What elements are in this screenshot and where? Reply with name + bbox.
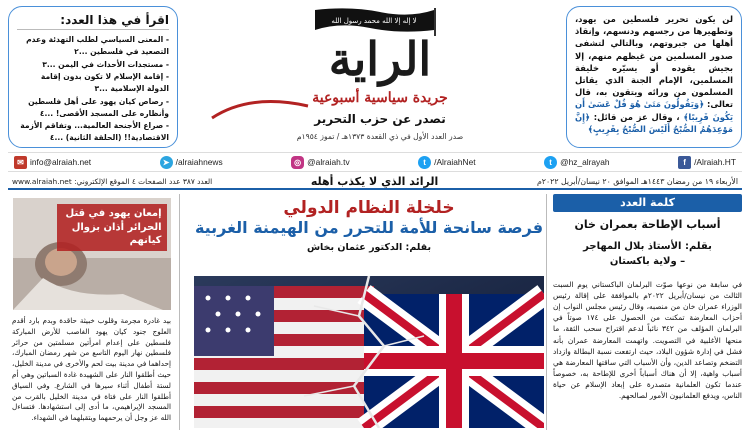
editorial-section-label: كلمة العدد <box>553 194 742 212</box>
toc-item[interactable]: - صراع الأجنحة العالمية... وتفاقم الأزمة الاقتصادية!! (الحلقة الثانية) ...٤ <box>20 121 169 143</box>
facebook-icon: f <box>678 156 691 169</box>
main-story <box>190 194 548 430</box>
instagram-icon: ◎ <box>291 156 304 169</box>
quote-box <box>566 6 742 148</box>
toc-box <box>8 6 178 148</box>
left-story <box>8 194 180 430</box>
social-label: /Alraiah.HT <box>694 157 736 167</box>
editorial-column <box>546 194 742 430</box>
social-label: /alraiahnews <box>175 157 223 167</box>
toc-title: اقرأ في هذا العدد: <box>17 13 169 30</box>
editorial-body: في سابقة من نوعها صوّت البرلمان الباكستاني يوم السبت الثالث من نيسان/أبريل ٢٠٢٢م بالموافقة على إقالة رئيس الوزراء عمران خان من منصبه، وقال رئيس مجلس النواب إن أحزاب المعارضة تمكنت من الحصول على ١٧٤ صوتاً في البرلمان المؤلف من ٣٤٢ نائباً لدعم اقتراح سحب الثقة، ما منحها الأغلبية في التصويت. واتهمت المعارضة عمران بأنه فشل في إدارة شؤون البلاد، حيث ارتفعت نسبة البطالة وازداد التضخم وتصاعد الدين، وأن الأسباب التي ساقتها المعارضة هي أسباب واهية، إلا أن هناك أسباباً أخرى للإطاحة به، خصوصاً عندما تكون العلمانية متصدرة على إبعاد الإسلام عن حياة الناس، ويدفع العلمانيون الأمور لصالحهم. <box>553 280 742 401</box>
flags-hero-image <box>194 276 544 428</box>
social-link[interactable] <box>544 156 609 169</box>
verse-1: ﴿وَيَقُولُونَ مَتَىٰ هُوَ قُلْ عَسَىٰ أَن يَكُونَ قَرِيبًا﴾ <box>575 99 733 122</box>
twitter-icon: t <box>544 156 557 169</box>
issue-date: الأربعاء ١٩ من رمضان ١٤٤٣هـ الموافق ٢٠ نيسان/أبريل ٢٠٢٢م <box>536 176 738 186</box>
quote-text: لن يكون تحرير فلسطين من يهود، وتطهيرها من رجسهم ودنسهم، وإنقاذ أهلها من جبروتهم، وبالتالي لتشفى صدور المسلمين من غيظهم منهم، إلا بجيش يقوده أو يسيّره خليفة المسلمين، الإمام الجنة الذي يقاتل المسلمون من ورائه ويتقون به، قال تعالى: ﴿وَيَقُولُونَ مَتَىٰ هُوَ قُلْ عَسَىٰ أَن يَكُونَ قَرِيبًا﴾ ، وقال عز من قائل: ﴿إِنَّ مَوْعِدَهُمُ الصُّبْحُ أَلَيْسَ الصُّبْحُ بِقَرِيبٍ﴾ <box>575 14 733 134</box>
left-story-body: بيد غادرة مجرمة وقلوب خبيثة حاقدة وبدم بارد أقدم العلوج جنود كيان يهود الغاصب للأرض المباركة فلسطين على إعدام امرأتين مسلمتين من حرائر فلسطين نهار اليوم التاسع من شهر رمضان المبارك، إحداهما في مدينة بيت لحم والأخرى في مدينة الخليل، حيث أطلقوا النار على الشهيدة غادة السباتين وهي أم لستة أطفال أثناء سيرها في الشارع. وفي السياق أطلقوا النار على فتاة في مدينة الخليل بالقرب من المسجد الإبراهيمي، ما أدى إلى استشهادها. فتساءل الله عز وجل أن يرحمهما ويتقبلهما في الشهداء. <box>12 316 171 423</box>
toc-item[interactable]: - مستجدات الأحداث في اليمن ...٣ <box>42 59 169 69</box>
social-link[interactable] <box>14 156 91 169</box>
social-link[interactable] <box>160 156 223 169</box>
toc-item[interactable]: - رصاص كيان يهود على أهل فلسطين وأنظاره على المسجد الأقصى! ...٤ <box>28 96 169 118</box>
social-link[interactable] <box>418 156 475 169</box>
social-link[interactable] <box>291 156 349 169</box>
issue-number-website[interactable]: العدد ٣٨٧ عدد الصفحات ٤ الموقع الإلكتروني: www.alraiah.net <box>12 176 213 186</box>
email-icon: ✉ <box>14 156 27 169</box>
editorial-title[interactable]: أسباب الإطاحة بعمران خان <box>574 218 721 231</box>
toc-item[interactable]: - إقامة الإسلام لا تكون بدون إقامة الدولة الإسلامية ...٣ <box>40 72 169 94</box>
masthead-publisher: تصدر عن حزب التحرير <box>314 112 446 126</box>
social-label: /AlraiahNet <box>434 157 476 167</box>
masthead <box>190 2 564 150</box>
main-headline[interactable]: خلخلة النظام الدولي <box>283 198 455 218</box>
toc-item[interactable]: - المعنى السياسي لطلب التهدئة وعدم التصعيد في فلسطين ...٢ <box>26 35 169 56</box>
toc-list <box>17 34 169 144</box>
social-label: @hz_alrayah <box>560 157 610 167</box>
main-subheadline[interactable]: فرصة سانحة للأمة للتحرر من الهيمنة الغربية <box>194 218 544 238</box>
social-label: info@alraiah.net <box>30 157 92 167</box>
social-bar <box>8 152 742 172</box>
main-byline: بقلم: الدكتور عثمان بخاش <box>306 242 432 254</box>
telegram-icon: ➤ <box>160 156 173 169</box>
verse-2: ﴿إِنَّ مَوْعِدَهُمُ الصُّبْحُ أَلَيْسَ الصُّبْحُ بِقَرِيبٍ﴾ <box>575 111 733 134</box>
editorial-author-place: – ولاية باكستان <box>609 256 686 267</box>
logo-word: الراية <box>328 32 432 86</box>
social-label: @alraiah.tv <box>307 157 350 167</box>
svg-text:لا إله إلا الله محمد رسول الله: لا إله إلا الله محمد رسول الله <box>331 17 417 25</box>
info-strip <box>8 174 742 190</box>
masthead-subtitle: جريدة سياسية أسبوعية <box>312 90 448 106</box>
editorial-author: بقلم: الأستاذ بلال المهاجر <box>583 241 712 252</box>
left-story-photo <box>13 198 171 310</box>
masthead-issue-line: صدر العدد الأول في ذي القعدة ١٣٧٣هـ / تموز ١٩٥٤م <box>296 132 464 141</box>
twitter-icon: t <box>418 156 431 169</box>
motto: الرائد الذي لا يكذب أهله <box>310 174 439 188</box>
left-story-headline[interactable]: إمعان يهود في قتل الحرائر أذان بزوال كيانهم <box>57 204 167 251</box>
social-link[interactable] <box>678 156 736 169</box>
